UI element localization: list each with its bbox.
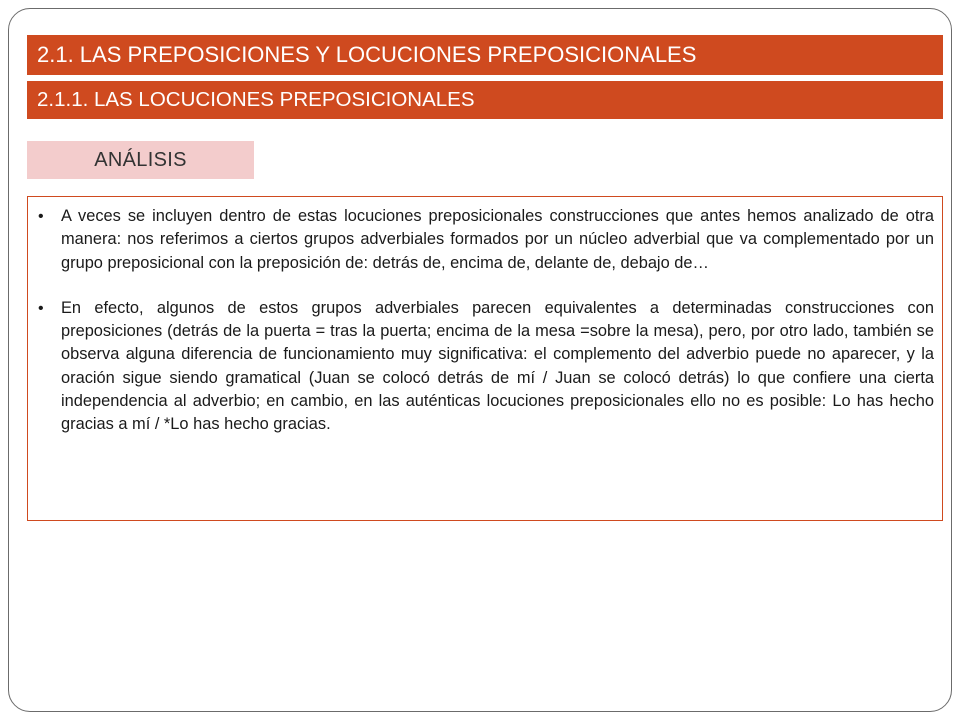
content-box (27, 196, 943, 521)
bullet-item (36, 297, 934, 437)
bullet-list (36, 205, 934, 437)
section-tag: ANÁLISIS (27, 141, 254, 179)
slide-subtitle: 2.1.1. LAS LOCUCIONES PREPOSICIONALES (27, 81, 943, 119)
bullet-icon: • (38, 299, 44, 317)
bullet-icon: • (38, 208, 44, 225)
slide-title: 2.1. LAS PREPOSICIONES Y LOCUCIONES PREPOSICIONALES (27, 35, 943, 75)
bullet-text: A veces se incluyen dentro de estas locuciones preposicionales construcciones que antes hemos analizado de otra manera: nos referimos a ciertos grupos adverbiales formados por un núcleo adverbial que va complementado por un grupo preposicional con la preposición de: detrás de, encima de, delante de, debajo de… (61, 207, 934, 272)
bullet-text: En efecto, algunos de estos grupos adverbiales parecen equivalentes a determinadas construcciones con preposiciones (detrás de la puerta = tras la puerta; encima de la mesa =sobre la mesa), pero, por otro lado, también se observa alguna diferencia de funcionamiento muy significativa: el complemento del adverbio puede no aparecer, y la oración sigue siendo gramatical (Juan se colocó detrás de mí / Juan se colocó detrás) lo que confiere una cierta independencia al adverbio; en cambio, en las auténticas locuciones preposicionales ello no es posible: Lo has hecho gracias a mí / *Lo has hecho gracias. (61, 298, 934, 434)
bullet-item (36, 205, 934, 275)
